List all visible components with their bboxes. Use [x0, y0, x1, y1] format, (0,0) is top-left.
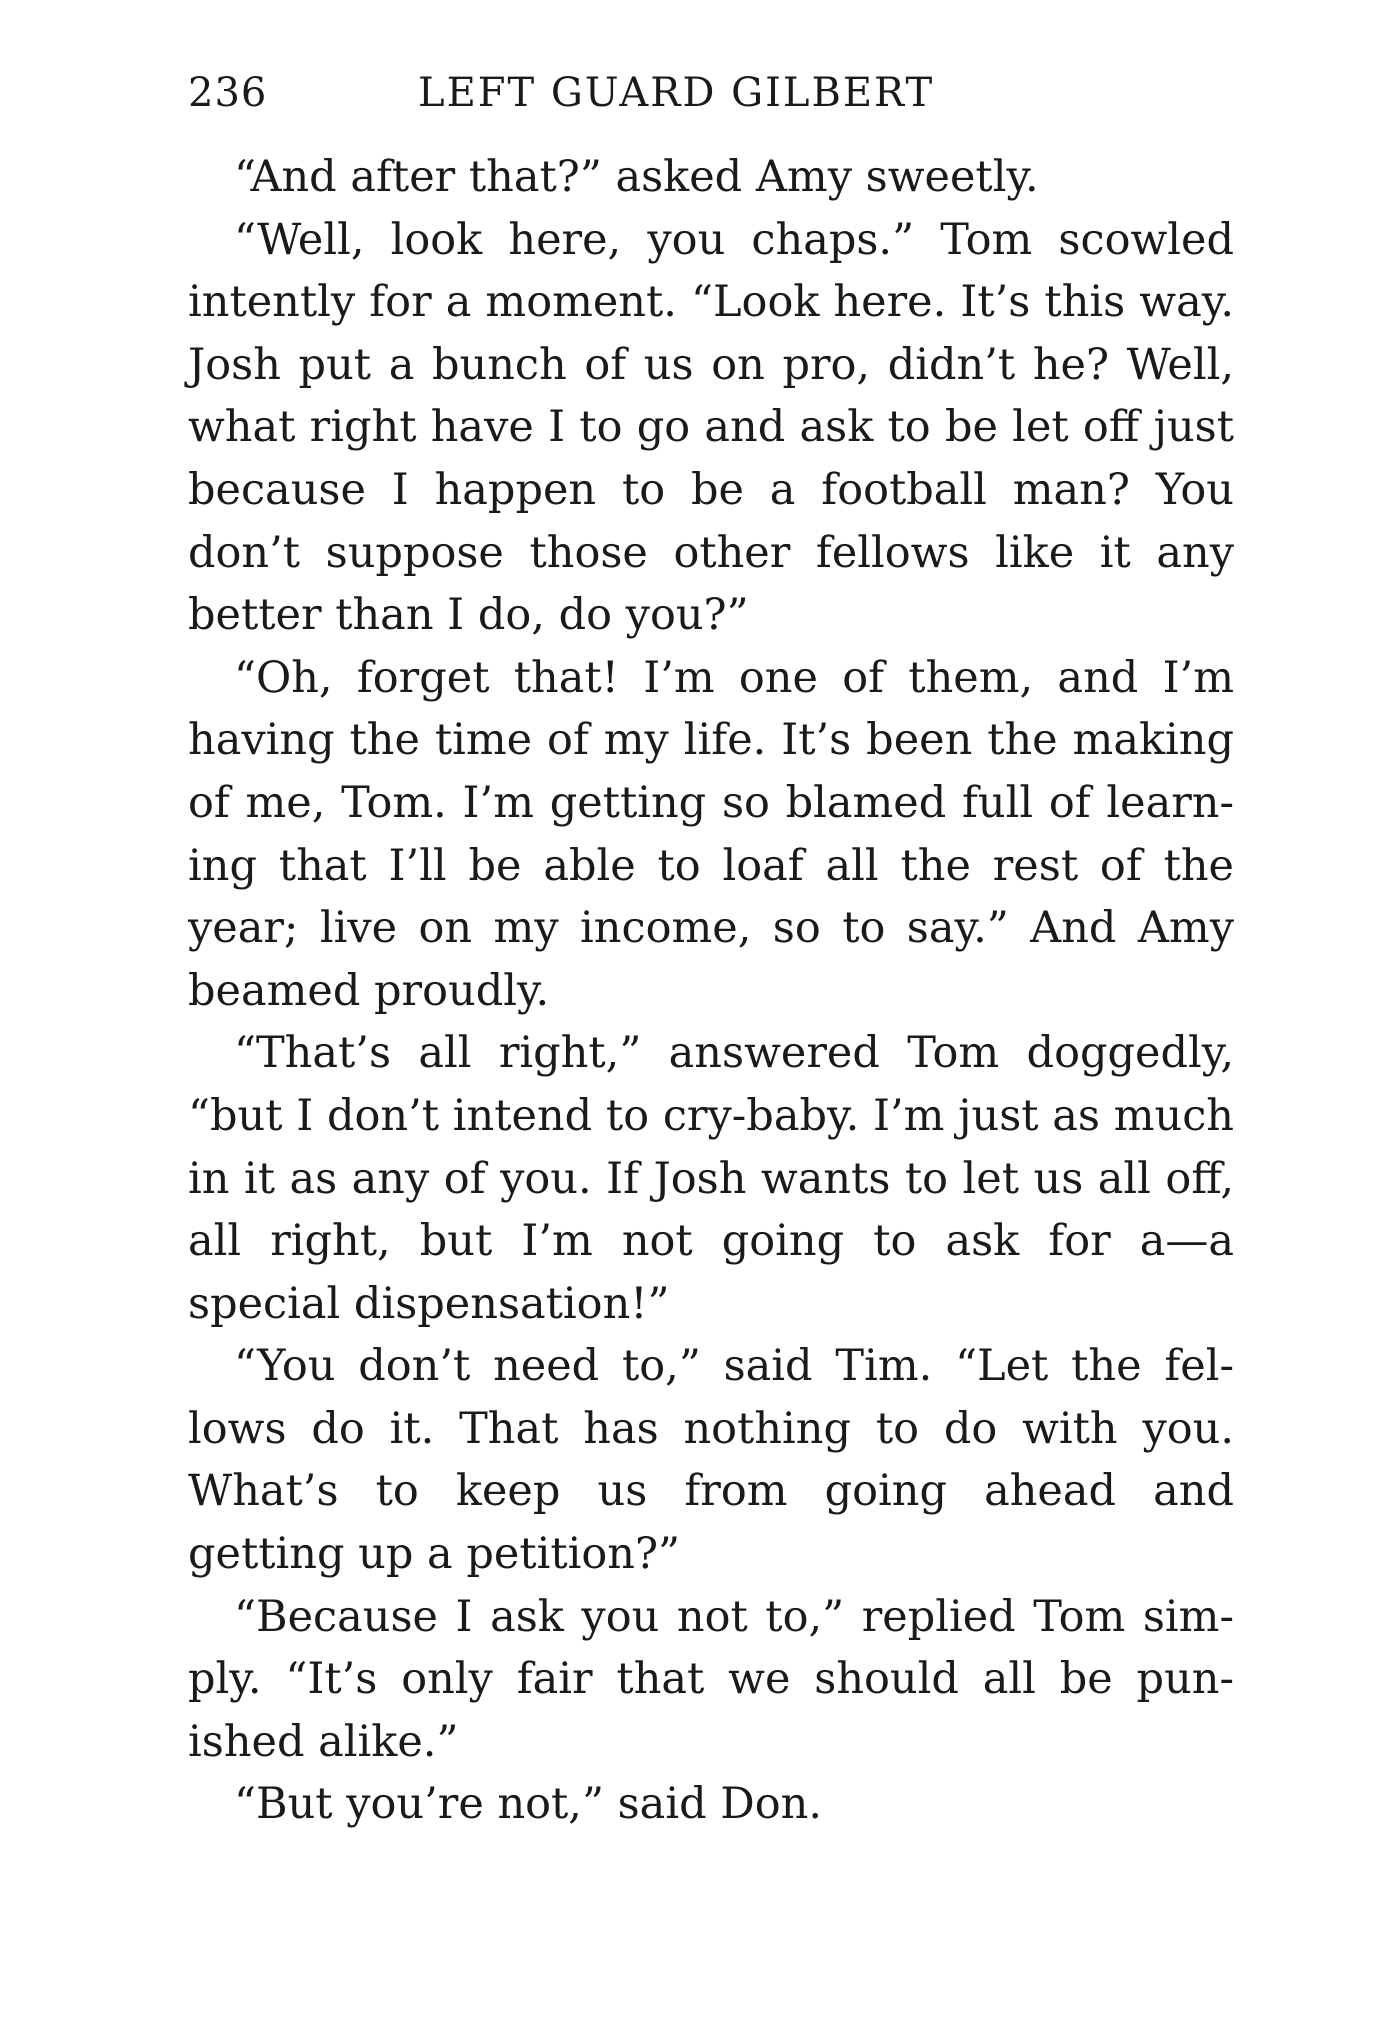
paragraph: “Because I ask you not to,” replied Tom simply. “It’s only fair that we should all be punished alike.”: [188, 1591, 1234, 1767]
paragraph: “And after that?” asked Amy sweetly.: [234, 152, 1039, 202]
page-header: [188, 70, 1234, 146]
paragraph: “That’s all right,” answered Tom doggedly, “but I don’t intend to cry-baby. I’m just as much in it as any of you. If Josh wants to let us all off, all right, but I’m not going to ask for a—a special dispensation!”: [188, 1028, 1234, 1329]
paragraph: “Oh, forget that! I’m one of them, and I’m having the time of my life. It’s been the making of me, Tom. I’m getting so blamed full of learning that I’ll be able to loaf all the rest of the year; live on my income, so to say.” And Amy beamed proudly.: [188, 652, 1234, 1016]
page-number: 236: [188, 70, 268, 116]
paragraph: “But you’re not,” said Don.: [234, 1779, 822, 1830]
paragraph: “You don’t need to,” said Tim. “Let the fellows do it. That has nothing to do with you. What’s to keep us from going ahead and getting up a petition?”: [188, 1341, 1234, 1580]
paragraph: “Well, look here, you chaps.” Tom scowled intently for a moment. “Look here. It’s this way. Josh put a bunch of us on pro, didn’t he? Well, what right have I to go and ask to be let off just because I happen to be a football man? You don’t suppose those other fellows like it any better than I do, do you?”: [188, 214, 1234, 641]
running-title: LEFT GUARD GILBERT: [418, 70, 935, 116]
book-page: [188, 70, 1234, 1836]
body-text: [188, 146, 1234, 1836]
